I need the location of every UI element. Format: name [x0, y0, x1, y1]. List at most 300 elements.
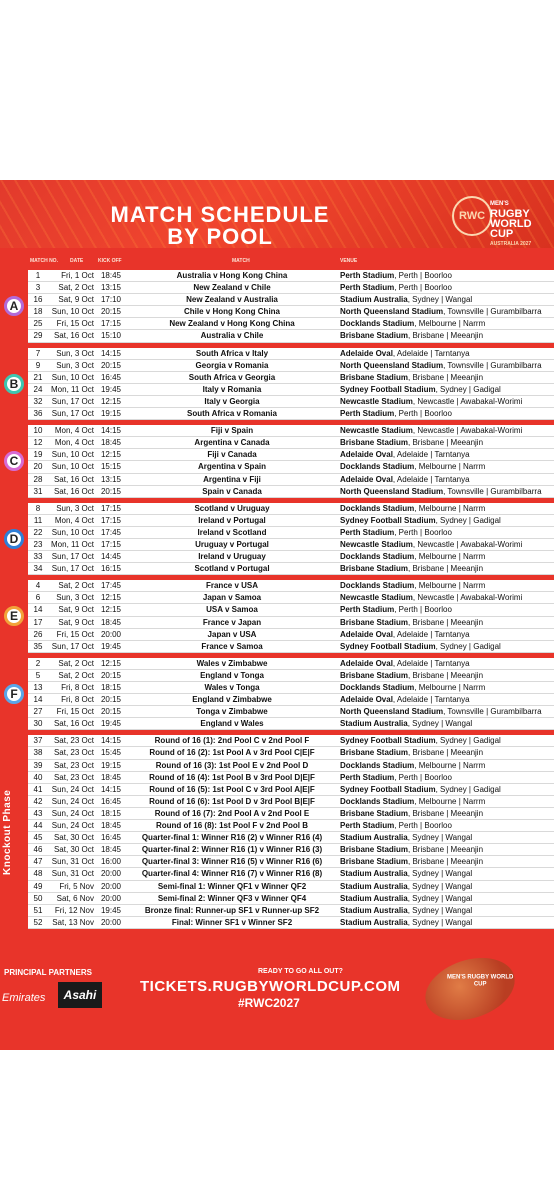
match-date: Sun, 24 Oct	[51, 784, 94, 794]
match-name: Italy v Romania	[202, 384, 262, 394]
kick-off-time: 16:45	[100, 796, 122, 806]
venue-stadium: Perth Stadium	[340, 283, 395, 293]
col-venue: VENUE	[340, 258, 358, 264]
venue	[338, 551, 554, 562]
match-date: Sat, 23 Oct	[53, 736, 94, 746]
match-name: Wales v Zimbabwe	[196, 658, 268, 668]
kick-off-time: 20:00	[100, 629, 122, 639]
venue	[338, 330, 554, 341]
venue	[338, 539, 554, 550]
venue-stadium: Docklands Stadium	[340, 683, 415, 692]
knockout-label: Knockout Phase	[2, 790, 13, 876]
venue-city: , Perth | Boorloo	[394, 821, 452, 831]
match-date: Sat, 9 Oct	[58, 605, 94, 615]
match-date: Fri, 15 Oct	[56, 319, 94, 329]
venue-city: , Melbourne | Narrm	[414, 462, 486, 472]
venue-city: , Brisbane | Meeanjin	[408, 748, 484, 758]
match-name: Round of 16 (2): 1st Pool A v 3rd Pool C|E|F	[149, 748, 315, 758]
match-number: 16	[33, 295, 43, 305]
match-date: Fri, 1 Oct	[61, 271, 94, 280]
table-row	[28, 856, 554, 868]
table-row	[28, 294, 554, 306]
venue	[338, 486, 554, 497]
venue-city: , Newcastle | Awabakal-Worimi	[412, 539, 523, 549]
venue	[338, 425, 554, 436]
match-name: Argentina v Canada	[194, 438, 270, 448]
venue-stadium: Docklands Stadium	[340, 552, 415, 562]
venue	[338, 360, 554, 371]
venue-stadium: Perth Stadium	[340, 772, 395, 782]
venue	[338, 437, 554, 448]
venue-stadium: Docklands Stadium	[340, 319, 415, 329]
match-name: Ireland v Portugal	[198, 515, 266, 525]
table-row	[28, 539, 554, 551]
match-name: Tonga v Zimbabwe	[196, 707, 268, 717]
venue-stadium: Perth Stadium	[340, 271, 395, 280]
kick-off-time: 20:15	[100, 307, 122, 317]
match-number: 20	[33, 462, 43, 472]
venue-stadium: Stadium Australia	[340, 917, 408, 927]
match-number: 44	[33, 821, 43, 831]
match-name: Argentina v Fiji	[203, 474, 261, 484]
match-number: 46	[33, 845, 43, 855]
venue-stadium: Adelaide Oval	[340, 474, 393, 484]
match-date: Sat, 2 Oct	[58, 670, 94, 680]
kick-off-time: 20:15	[100, 670, 122, 680]
match-number: 28	[33, 474, 43, 484]
match-date: Sun, 3 Oct	[56, 503, 94, 513]
match-date: Sun, 17 Oct	[51, 564, 94, 574]
pool-group-c	[9, 425, 554, 498]
schedule-table	[2, 270, 554, 934]
match-name: Bronze final: Runner-up SF1 v Runner-up SF2	[144, 905, 320, 915]
venue-city: , Sydney | Gadigal	[435, 384, 501, 394]
kick-off-time: 12:15	[100, 450, 122, 460]
match-date: Sun, 24 Oct	[51, 808, 94, 818]
venue	[338, 408, 554, 419]
match-date: Sat, 30 Oct	[53, 833, 94, 843]
venue	[338, 563, 554, 574]
venue	[338, 384, 554, 395]
match-name: Quarter-final 4: Winner R16 (7) v Winner R16 (8)	[141, 869, 323, 879]
match-date: Sat, 6 Nov	[56, 893, 94, 903]
pool-badge: E	[4, 606, 24, 626]
kick-off-time: 19:45	[100, 905, 122, 915]
kick-off-time: 14:15	[100, 736, 122, 746]
venue-city: , Sydney | Gadigal	[435, 641, 501, 651]
match-date: Sat, 23 Oct	[53, 772, 94, 782]
venue-city: , Brisbane | Meeanjin	[408, 808, 484, 818]
venue	[338, 917, 554, 928]
venue-city: , Brisbane | Meeanjin	[408, 670, 484, 680]
table-row	[28, 348, 554, 360]
table-row	[28, 515, 554, 527]
match-name: Wales v Tonga	[204, 683, 260, 692]
table-row	[28, 330, 554, 342]
venue	[338, 820, 554, 831]
match-number: 34	[33, 564, 43, 574]
venue-city: , Adelaide | Tarntanya	[392, 474, 470, 484]
venue-stadium: Perth Stadium	[340, 409, 395, 419]
venue-city: , Sydney | Wangal	[407, 893, 473, 903]
venue	[338, 881, 554, 892]
match-name: Scotland v Uruguay	[194, 503, 270, 513]
match-date: Mon, 11 Oct	[51, 384, 94, 394]
match-date: Sun, 17 Oct	[51, 641, 94, 651]
match-name: Round of 16 (8): 1st Pool F v 2nd Pool B	[155, 821, 308, 831]
venue	[338, 784, 554, 795]
match-name: France v USA	[205, 581, 259, 591]
kick-off-time: 15:45	[100, 748, 122, 758]
venue-stadium: Perth Stadium	[340, 527, 395, 537]
kick-off-time: 18:45	[100, 438, 122, 448]
table-row	[28, 868, 554, 880]
kick-off-time: 18:15	[100, 683, 122, 692]
match-name: Argentina v Spain	[197, 462, 266, 472]
match-number: 26	[33, 629, 43, 639]
table-row	[28, 461, 554, 473]
match-date: Sun, 17 Oct	[51, 552, 94, 562]
match-number: 24	[33, 384, 43, 394]
ball-text: MEN'S RUGBY WORLD CUP	[447, 974, 514, 988]
venue-stadium: Sydney Football Stadium	[340, 784, 436, 794]
venue-city: , Sydney | Gadigal	[435, 515, 501, 525]
match-number: 31	[33, 486, 43, 496]
match-number: 52	[33, 917, 43, 927]
venue-city: , Melbourne | Narrm	[414, 683, 486, 692]
table-row	[28, 437, 554, 449]
footer	[0, 960, 554, 1050]
venue-city: , Melbourne | Narrm	[414, 552, 486, 562]
venue-stadium: Newcastle Stadium	[340, 396, 413, 406]
venue-city: , Brisbane | Meeanjin	[408, 617, 484, 627]
venue-city: , Brisbane | Meeanjin	[408, 331, 484, 341]
table-row	[28, 408, 554, 420]
kick-off-time: 12:15	[100, 605, 122, 615]
venue-city: , Sydney | Wangal	[407, 833, 473, 843]
match-date: Mon, 4 Oct	[54, 426, 94, 436]
match-name: Ireland v Scotland	[197, 527, 267, 537]
match-date: Sun, 31 Oct	[51, 869, 94, 879]
venue	[338, 474, 554, 485]
match-date: Sun, 3 Oct	[56, 348, 94, 358]
match-name: Australia v Chile	[200, 331, 264, 341]
kick-off-time: 12:15	[100, 658, 122, 668]
venue-city: , Melbourne | Narrm	[414, 319, 486, 329]
rwc-logo-text	[490, 199, 554, 249]
venue-stadium: Docklands Stadium	[340, 462, 415, 472]
venue-stadium: North Queensland Stadium	[340, 707, 444, 717]
match-number: 10	[33, 426, 43, 436]
emirates-logo: Emirates	[2, 992, 46, 1004]
table-row	[28, 760, 554, 772]
table-row	[28, 617, 554, 629]
match-number: 7	[35, 348, 41, 358]
match-number: 8	[35, 503, 41, 513]
match-date: Mon, 11 Oct	[51, 539, 94, 549]
table-row	[28, 747, 554, 759]
match-number: 9	[35, 360, 41, 370]
venue	[338, 306, 554, 317]
match-name: England v Tonga	[200, 670, 264, 680]
match-date: Sun, 10 Oct	[51, 527, 94, 537]
match-number: 40	[33, 772, 43, 782]
venue	[338, 893, 554, 904]
tickets-link[interactable]: TICKETS.RUGBYWORLDCUP.COM	[140, 978, 401, 995]
venue	[338, 796, 554, 807]
col-match: MATCH	[232, 258, 250, 264]
match-number: 47	[33, 857, 43, 867]
match-name: New Zealand v Australia	[186, 295, 278, 305]
table-row	[28, 580, 554, 592]
venue-city: , Perth | Boorloo	[394, 605, 452, 615]
pool-group-e	[9, 580, 554, 653]
venue	[338, 270, 554, 281]
venue-city: , Melbourne | Narrm	[414, 760, 486, 770]
table-row	[28, 718, 554, 730]
asahi-logo: Asahi	[58, 982, 102, 1008]
match-name: South Africa v Georgia	[188, 372, 276, 382]
match-date: Fri, 15 Oct	[56, 629, 94, 639]
match-name: England v Zimbabwe	[192, 695, 272, 705]
venue-city: , Perth | Boorloo	[394, 772, 452, 782]
venue-stadium: Brisbane Stadium	[340, 372, 409, 382]
match-number: 30	[33, 719, 43, 729]
venue-city: , Melbourne | Narrm	[414, 503, 486, 513]
venue-stadium: North Queensland Stadium	[340, 486, 444, 496]
venue-stadium: Adelaide Oval	[340, 450, 393, 460]
venue-city: , Newcastle | Awabakal-Worimi	[412, 593, 523, 603]
venue-city: , Brisbane | Meeanjin	[408, 372, 484, 382]
match-number: 37	[33, 736, 43, 746]
match-name: Ireland v Uruguay	[198, 552, 266, 562]
table-row	[28, 893, 554, 905]
venue-city: , Newcastle | Awabakal-Worimi	[412, 396, 523, 406]
match-name: Round of 16 (6): 1st Pool D v 3rd Pool B|E|F	[149, 796, 315, 806]
match-date: Sun, 10 Oct	[51, 372, 94, 382]
column-headers	[0, 254, 554, 268]
venue-stadium: Newcastle Stadium	[340, 426, 413, 436]
venue-city: , Adelaide | Tarntanya	[392, 629, 470, 639]
kick-off-time: 14:15	[100, 784, 122, 794]
match-date: Sun, 17 Oct	[51, 409, 94, 419]
venue-stadium: Stadium Australia	[340, 893, 408, 903]
match-number: 22	[33, 527, 43, 537]
venue	[338, 318, 554, 329]
venue	[338, 772, 554, 783]
table-row	[28, 796, 554, 808]
venue-city: , Perth | Boorloo	[394, 409, 452, 419]
table-row	[28, 306, 554, 318]
kick-off-time: 20:00	[100, 881, 122, 891]
match-date: Sat, 9 Oct	[58, 295, 94, 305]
kick-off-time: 14:15	[100, 426, 122, 436]
venue	[338, 449, 554, 460]
kick-off-time: 20:00	[100, 869, 122, 879]
venue-stadium: Sydney Football Stadium	[340, 641, 436, 651]
match-name: Final: Winner SF1 v Winner SF2	[171, 917, 293, 927]
match-number: 29	[33, 331, 43, 341]
match-number: 38	[33, 748, 43, 758]
col-match-no: MATCH NO.	[30, 258, 58, 264]
pool-group-f	[10, 658, 554, 731]
match-date: Sat, 16 Oct	[53, 474, 94, 484]
venue-city: , Newcastle | Awabakal-Worimi	[412, 426, 523, 436]
table-row	[28, 282, 554, 294]
match-name: Quarter-final 2: Winner R16 (1) v Winner R16 (3)	[141, 845, 323, 855]
venue-stadium: Newcastle Stadium	[340, 593, 413, 603]
match-date: Fri, 8 Oct	[61, 683, 94, 692]
venue	[338, 832, 554, 843]
match-name: Australia v Hong Kong China	[176, 271, 288, 280]
venue	[338, 706, 554, 717]
venue-stadium: Docklands Stadium	[340, 760, 415, 770]
kick-off-time: 19:45	[100, 719, 122, 729]
venue-city: , Adelaide | Tarntanya	[392, 348, 470, 358]
match-name: Japan v Samoa	[202, 593, 262, 603]
table-row	[28, 641, 554, 653]
venue-stadium: Perth Stadium	[340, 821, 395, 831]
title-line2: BY POOL	[167, 224, 273, 249]
match-name: Japan v USA	[207, 629, 257, 639]
match-number: 41	[33, 784, 43, 794]
match-name: England v Wales	[200, 719, 264, 729]
match-date: Mon, 4 Oct	[54, 515, 94, 525]
match-name: Round of 16 (5): 1st Pool C v 3rd Pool A|E|F	[149, 784, 315, 794]
venue-stadium: Docklands Stadium	[340, 503, 415, 513]
venue	[338, 515, 554, 526]
match-date: Sat, 16 Oct	[53, 486, 94, 496]
match-number: 45	[33, 833, 43, 843]
table-row	[28, 658, 554, 670]
venue	[338, 527, 554, 538]
venue	[338, 294, 554, 305]
venue-stadium: Brisbane Stadium	[340, 331, 409, 341]
table-row	[28, 682, 554, 694]
kick-off-time: 20:15	[100, 695, 122, 705]
match-name: South Africa v Italy	[195, 348, 269, 358]
kick-off-time: 18:15	[100, 808, 122, 818]
venue-stadium: Brisbane Stadium	[340, 438, 409, 448]
match-number: 4	[35, 581, 41, 591]
venue	[338, 868, 554, 879]
venue	[338, 658, 554, 669]
venue-city: , Sydney | Wangal	[407, 881, 473, 891]
venue-city: , Adelaide | Tarntanya	[392, 658, 470, 668]
rwc-logo-icon: RWC	[452, 196, 492, 236]
venue-city: , Brisbane | Meeanjin	[408, 857, 484, 867]
match-date: Sun, 24 Oct	[51, 796, 94, 806]
match-date: Sun, 24 Oct	[51, 821, 94, 831]
venue-stadium: Stadium Australia	[340, 719, 408, 729]
kick-off-time: 18:45	[100, 821, 122, 831]
match-date: Sat, 16 Oct	[53, 331, 94, 341]
venue-stadium: Sydney Football Stadium	[340, 384, 436, 394]
match-number: 21	[33, 372, 43, 382]
match-date: Sun, 3 Oct	[56, 360, 94, 370]
match-date: Sat, 16 Oct	[53, 719, 94, 729]
venue-stadium: Brisbane Stadium	[340, 845, 409, 855]
venue	[338, 604, 554, 615]
kick-off-time: 20:15	[100, 486, 122, 496]
match-number: 27	[33, 707, 43, 717]
ready-text: READY TO GO ALL OUT?	[258, 968, 343, 975]
match-number: 36	[33, 409, 43, 419]
venue-stadium: Brisbane Stadium	[340, 748, 409, 758]
venue-stadium: Stadium Australia	[340, 869, 408, 879]
venue-stadium: Adelaide Oval	[340, 348, 393, 358]
match-name: South Africa v Romania	[187, 409, 277, 419]
kick-off-time: 17:15	[100, 539, 122, 549]
match-name: Uruguay v Portugal	[195, 539, 269, 549]
venue-city: , Adelaide | Tarntanya	[392, 450, 470, 460]
rugby-ball-icon	[417, 947, 522, 1031]
match-number: 17	[33, 617, 43, 627]
match-date: Fri, 15 Oct	[56, 707, 94, 717]
partners-label: PRINCIPAL PARTNERS	[4, 968, 93, 977]
table-row	[28, 486, 554, 498]
match-date: Sun, 17 Oct	[51, 396, 94, 406]
match-number: 48	[33, 869, 43, 879]
schedule-poster	[0, 180, 554, 1050]
kick-off-time: 18:45	[100, 617, 122, 627]
match-date: Sun, 10 Oct	[51, 450, 94, 460]
venue-city: , Townsville | Gurambilbarra	[443, 486, 542, 496]
venue-city: , Townsville | Gurambilbarra	[443, 307, 542, 317]
table-row	[28, 629, 554, 641]
venue	[338, 641, 554, 652]
match-number: 2	[35, 658, 41, 668]
match-number: 25	[33, 319, 43, 329]
match-date: Sat, 30 Oct	[53, 845, 94, 855]
kick-off-time: 18:45	[100, 772, 122, 782]
col-date: DATE	[70, 258, 84, 264]
match-date: Sat, 2 Oct	[58, 581, 94, 591]
match-date: Sat, 9 Oct	[58, 617, 94, 627]
table-row	[28, 449, 554, 461]
pool-badge: D	[4, 529, 24, 549]
venue	[338, 629, 554, 640]
venue	[338, 682, 554, 693]
table-row	[28, 318, 554, 330]
venue-city: , Brisbane | Meeanjin	[408, 845, 484, 855]
logo-sub: AUSTRALIA 2027	[490, 241, 532, 247]
match-date: Sat, 13 Nov	[52, 917, 94, 927]
match-date: Sun, 31 Oct	[51, 857, 94, 867]
table-row	[28, 706, 554, 718]
venue	[338, 760, 554, 771]
kick-off-time: 17:15	[100, 503, 122, 513]
venue-stadium: Sydney Football Stadium	[340, 736, 436, 746]
pool-group-b	[9, 348, 554, 421]
table-row	[28, 735, 554, 747]
venue-stadium: Brisbane Stadium	[340, 808, 409, 818]
kick-off-time: 12:15	[100, 593, 122, 603]
pool-group-a	[9, 270, 554, 343]
match-number: 13	[33, 683, 43, 692]
match-name: Georgia v Romania	[195, 360, 269, 370]
venue-city: , Sydney | Wangal	[407, 905, 473, 915]
kick-off-time: 16:45	[100, 833, 122, 843]
match-number: 39	[33, 760, 43, 770]
kick-off-time: 16:45	[100, 372, 122, 382]
match-number: 49	[33, 881, 43, 891]
venue	[338, 808, 554, 819]
table-row	[28, 396, 554, 408]
match-name: Semi-final 1: Winner QF1 v Winner QF2	[157, 881, 307, 891]
match-number: 32	[33, 396, 43, 406]
table-row	[28, 503, 554, 515]
